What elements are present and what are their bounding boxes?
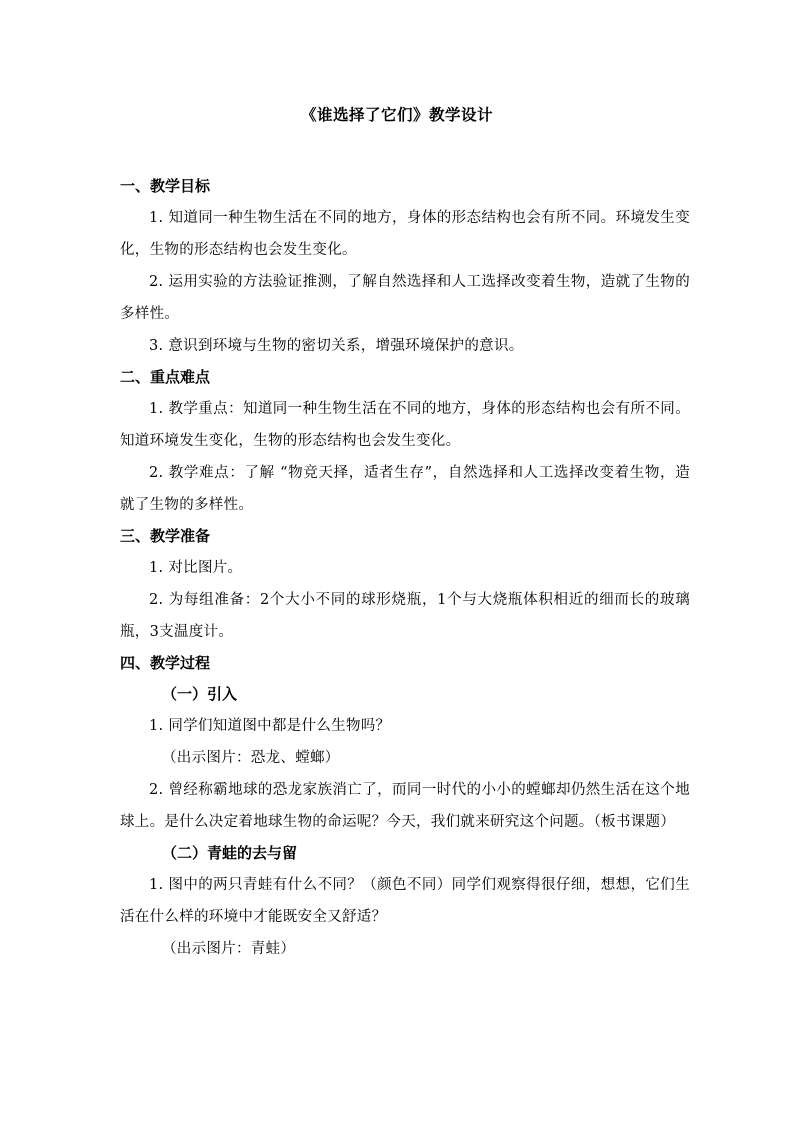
section-heading-process: 四、教学过程 xyxy=(120,654,211,672)
subsection-heading-intro: （一）引入 xyxy=(162,685,238,703)
document-body xyxy=(120,171,690,965)
key-point-item-1: 1. 教学重点：知道同一种生物生活在不同的地方，身体的形态结构也会有所不同。知道环境发生变化，生物的形态结构也会发生变化。 xyxy=(120,401,690,449)
goal-item-2: 2. 运用实验的方法验证推测，了解自然选择和人工选择改变着生物，造就了生物的多样性。 xyxy=(120,274,690,322)
preparation-item-1: 1. 对比图片。 xyxy=(149,560,243,576)
intro-note-1: （出示图片：恐龙、螳螂） xyxy=(162,750,340,766)
preparation-item-2: 2. 为每组准备：2个大小不同的球形烧瓶，1个与大烧瓶体积相近的细而长的玻璃瓶，3支温度计。 xyxy=(120,592,690,640)
subsection-heading-frog: （二）青蛙的去与留 xyxy=(162,844,298,862)
frog-item-1: 1. 图中的两只青蛙有什么不同？（颜色不同）同学们观察得很仔细，想想，它们生活在什么样的环境中才能既安全又舒适？ xyxy=(120,877,690,925)
goal-item-1: 1. 知道同一种生物生活在不同的地方，身体的形态结构也会有所不同。环境发生变化，生物的形态结构也会发生变化。 xyxy=(120,210,690,258)
section-heading-goals: 一、教学目标 xyxy=(120,177,211,195)
intro-item-1: 1. 同学们知道图中都是什么生物吗？ xyxy=(149,718,391,734)
goal-item-3: 3. 意识到环境与生物的密切关系，增强环境保护的意识。 xyxy=(149,338,524,354)
frog-note-1: （出示图片：青蛙） xyxy=(162,941,296,957)
document-title: 《谁选择了它们》教学设计 xyxy=(300,105,493,124)
section-heading-preparation: 三、教学准备 xyxy=(120,527,211,545)
key-point-item-2: 2. 教学难点：了解 “物竞天择，适者生存”，自然选择和人工选择改变着生物，造就了生物的多样性。 xyxy=(120,465,690,513)
intro-item-2: 2. 曾经称霸地球的恐龙家族消亡了，而同一时代的小小的螳螂却仍然生活在这个地球上。是什么决定着地球生物的命运呢？今天，我们就来研究这个问题。（板书课题） xyxy=(120,782,690,830)
section-heading-key-points: 二、重点难点 xyxy=(120,368,211,386)
